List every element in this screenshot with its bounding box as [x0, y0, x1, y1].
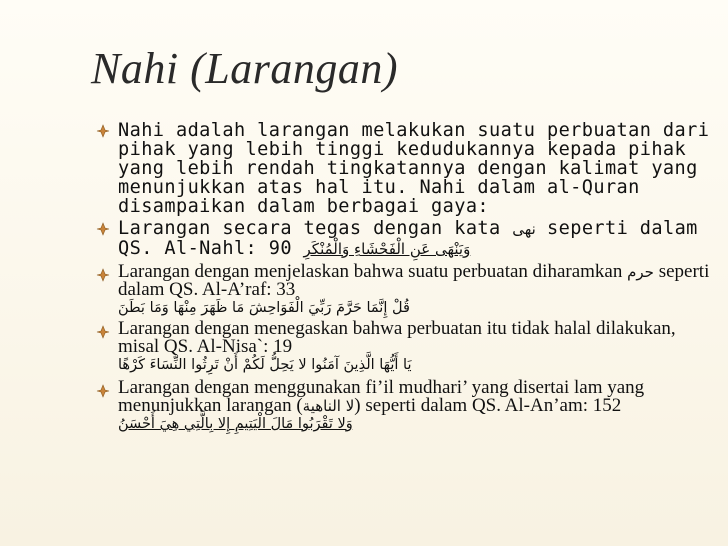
bullet-text: Larangan secara tegas dengan kata نهى seperti dalam QS. Al-Nahl: 90 وَيَنْهَى عَنِ الْفَحْشَاءِ وَالْمُنْكَرِ — [118, 218, 698, 259]
bullet-item — [96, 320, 711, 375]
fleur-bullet-icon — [96, 124, 110, 138]
bullet-item — [96, 263, 711, 318]
bullet-item — [96, 219, 711, 259]
fleur-bullet-icon — [96, 222, 110, 236]
bullet-text: Larangan dengan menggunakan fi’il mudhari’ yang disertai lam yang menunjukkan larangan (لا الناهية) seperti dalam QS. Al-An’am: 152 — [118, 377, 645, 416]
bullet-item — [96, 120, 721, 217]
verse-reference: QS. Al-Nahl: 90 — [118, 238, 292, 259]
arabic-keyword: حرم — [627, 263, 654, 281]
arabic-quote: قُلْ إِنَّمَا حَرَّمَ رَبِّيَ الْفَوَاحِشَ مَا ظَهَرَ مِنْهَا وَمَا بَطَنَ — [118, 300, 410, 316]
bullet-text: Larangan dengan menjelaskan bahwa suatu perbuatan diharamkan حرم seperti dalam QS. Al-A’raf: 33 — [118, 261, 710, 300]
slide-title: Nahi (Larangan) — [91, 44, 398, 93]
fleur-bullet-icon — [96, 384, 110, 398]
bullet-text: Nahi adalah larangan melakukan suatu perbuatan dari pihak yang lebih tinggi kedudukannya kepada pihak yang lebih rendah tingkatannya dengan kalimat yang menunjukkan atas hal itu. Nahi dalam al-Quran disampaikan dalam berbagai gaya: — [118, 120, 721, 217]
arabic-keyword: لا الناهية — [302, 397, 355, 415]
arabic-quote: يَا أَيُّهَا الَّذِينَ آمَنُوا لا يَحِلُّ لَكُمْ أَنْ تَرِثُوا النِّسَاءَ كَرْهًا — [118, 357, 412, 373]
bullet-item — [96, 379, 711, 434]
arabic-quote: وَلا تَقْرَبُوا مَالَ الْيَتِيمِ إِلا بِالَّتِي هِيَ أَحْسَنُ — [118, 416, 353, 432]
bullet-text: Larangan dengan menegaskan bahwa perbuatan itu tidak halal dilakukan, misal QS. Al-Nisa`: 19 — [118, 318, 676, 357]
fleur-bullet-icon — [96, 268, 110, 282]
arabic-quote: وَيَنْهَى عَنِ الْفَحْشَاءِ وَالْمُنْكَرِ — [303, 240, 471, 258]
fleur-bullet-icon — [96, 325, 110, 339]
bullet-list — [96, 120, 721, 434]
arabic-keyword: نهى — [512, 220, 536, 238]
